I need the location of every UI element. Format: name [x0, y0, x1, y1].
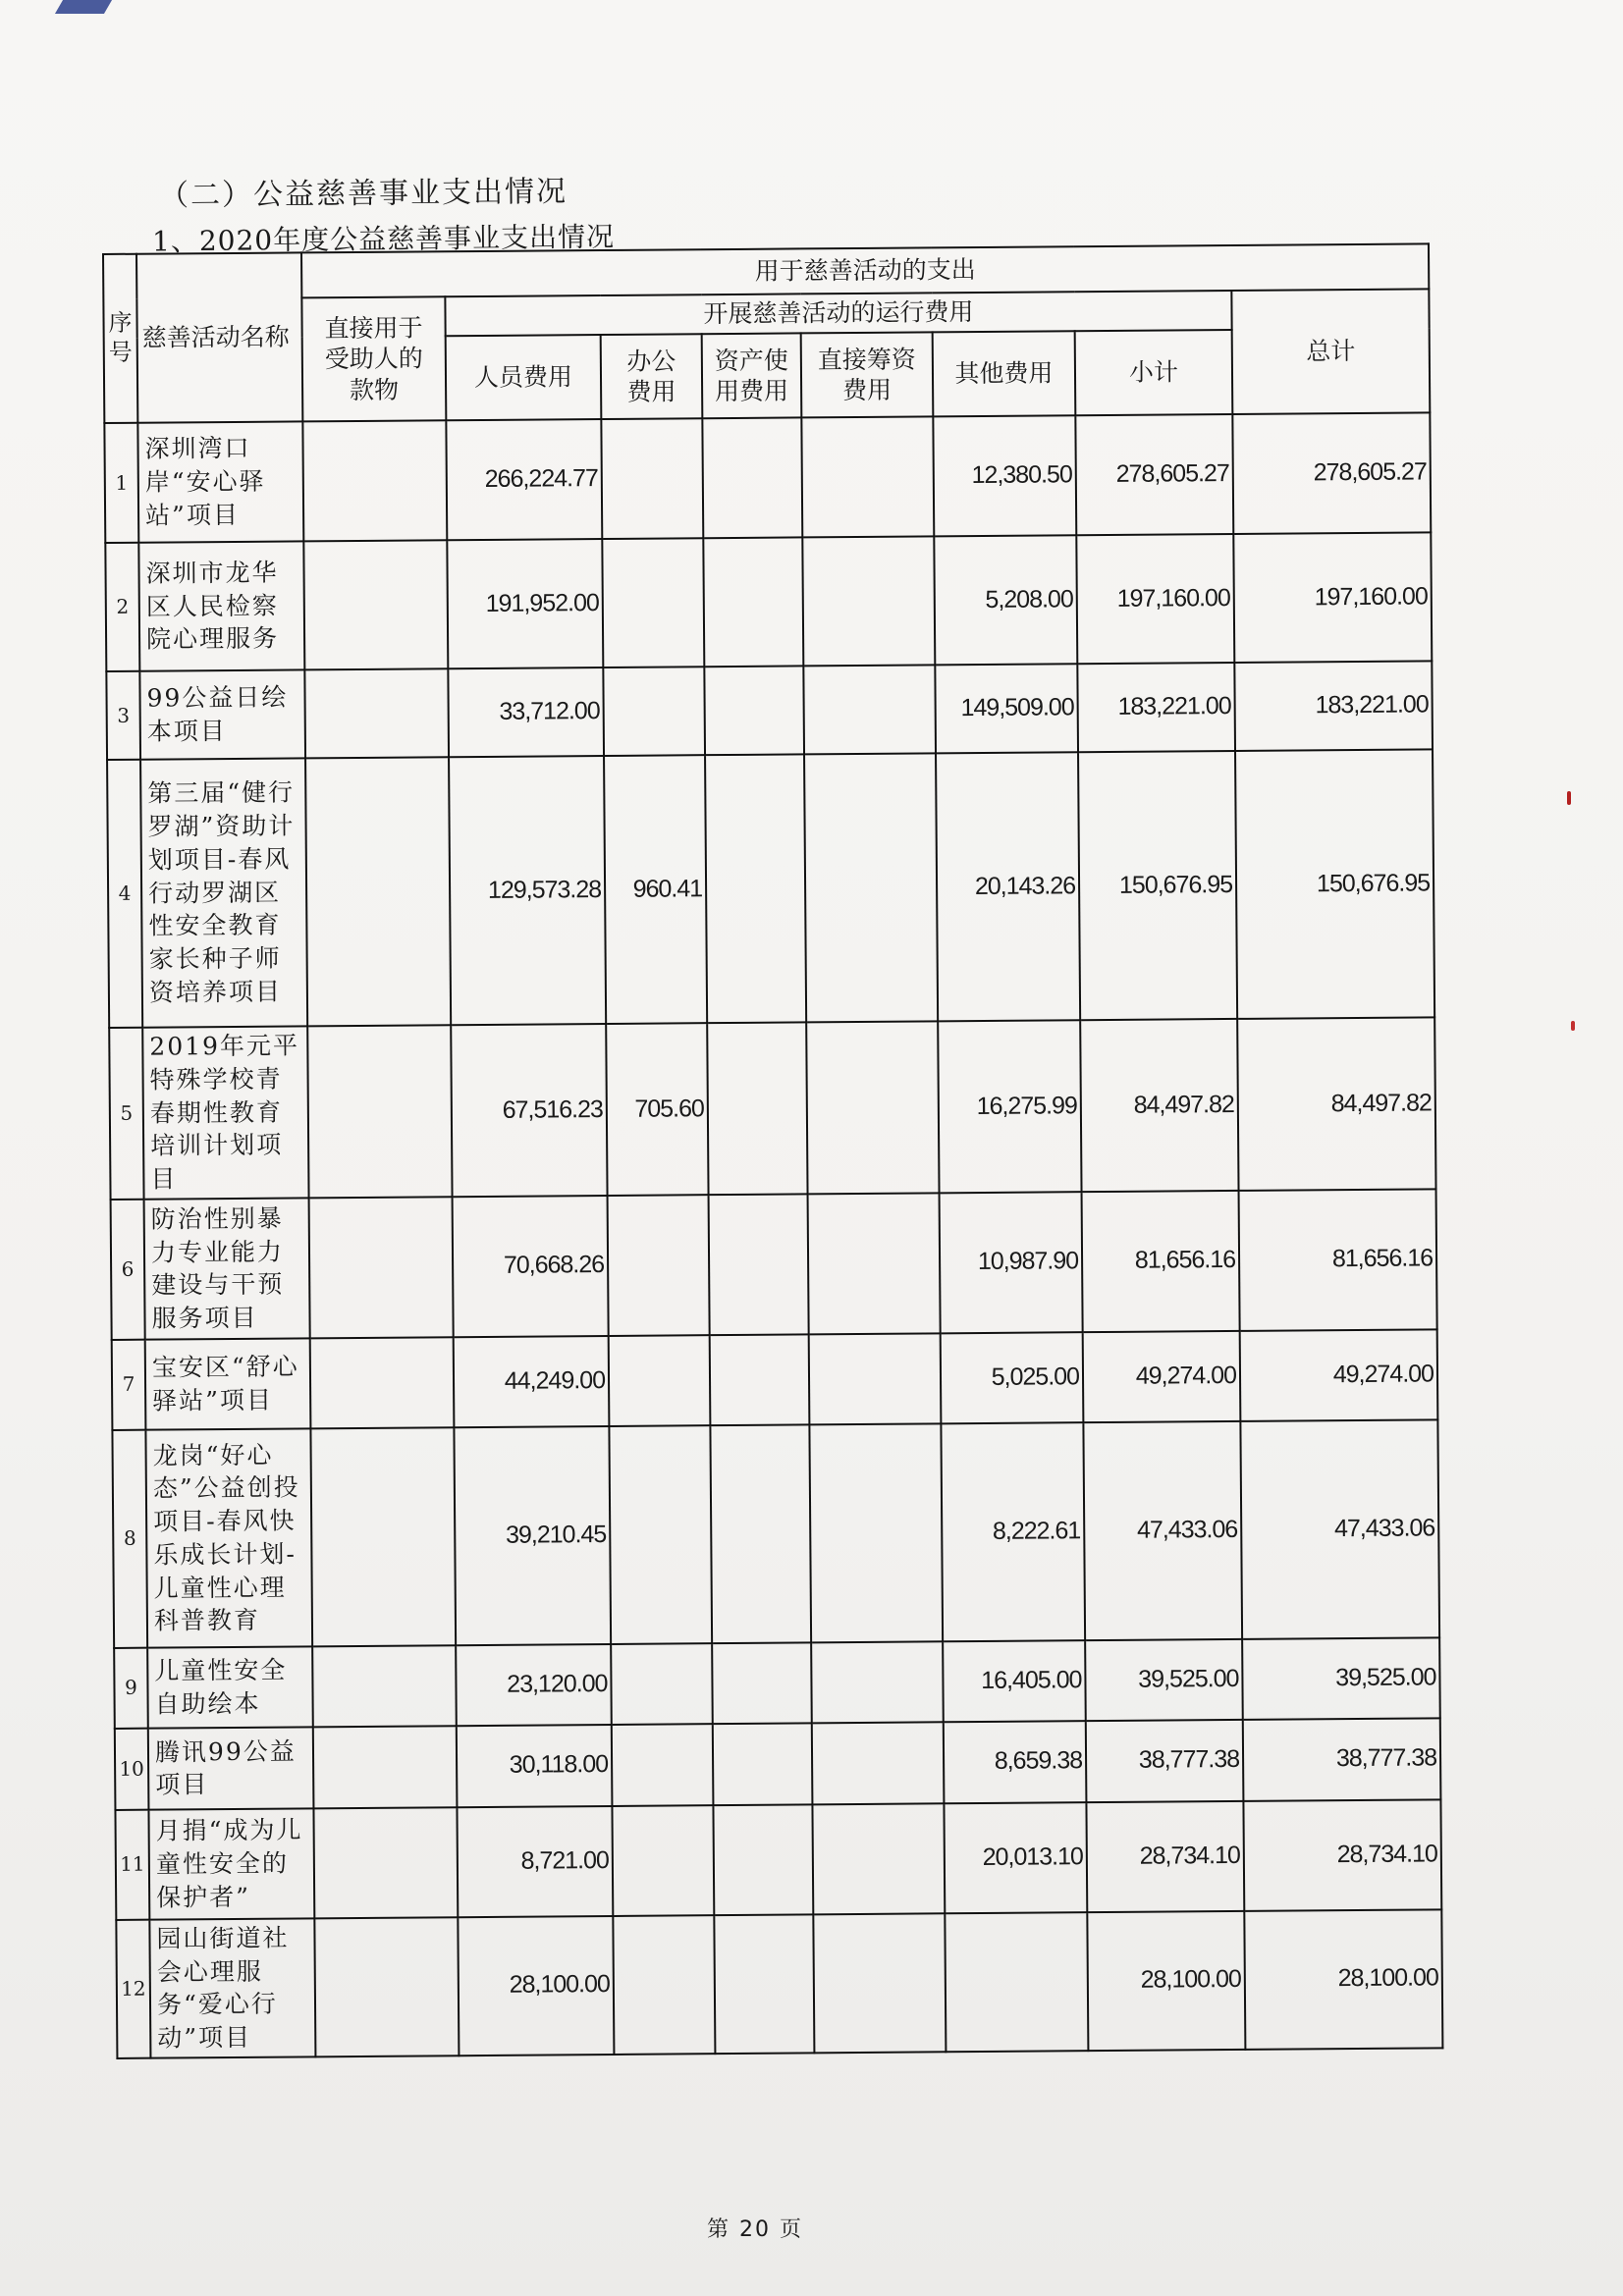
- cell-fundraise: [803, 665, 936, 754]
- cell-fundraise: [806, 1021, 939, 1194]
- cell-name: 第三届“健行罗湖”资助计划项目-春风行动罗湖区性安全教育家长种子师资培养项目: [140, 758, 307, 1027]
- cell-office: [601, 418, 703, 539]
- cell-asset: [705, 754, 806, 1023]
- cell-no: 8: [112, 1429, 147, 1647]
- table-row: [111, 1189, 1437, 1340]
- subsection-title: 1、2020年度公益慈善事业支出情况: [151, 220, 616, 258]
- scan-corner-mark: [55, 0, 112, 14]
- cell-direct: [314, 1917, 459, 2056]
- cell-staff: 8,721.00: [457, 1806, 613, 1917]
- cell-total: 28,100.00: [1244, 1909, 1442, 2050]
- cell-direct: [305, 757, 451, 1026]
- cell-direct: [303, 540, 448, 669]
- cell-no: 6: [111, 1199, 145, 1339]
- cell-name: 腾讯99公益项目: [148, 1727, 314, 1809]
- cell-asset: [707, 1022, 807, 1195]
- cell-direct: [309, 1197, 454, 1338]
- cell-other: 10,987.90: [940, 1192, 1083, 1333]
- cell-total: 49,274.00: [1240, 1329, 1438, 1421]
- cell-name: 99公益日绘本项目: [139, 669, 305, 759]
- cell-name: 月捐“成为儿童性安全的保护者”: [148, 1808, 314, 1919]
- cell-asset: [702, 417, 802, 538]
- cell-subtotal: 47,433.06: [1083, 1421, 1242, 1640]
- cell-office: [613, 1915, 715, 2055]
- cell-name: 防治性别暴力专业能力建设与干预服务项目: [144, 1198, 310, 1339]
- cell-fundraise: [812, 1722, 945, 1804]
- cell-subtotal: 49,274.00: [1083, 1331, 1241, 1422]
- cell-fundraise: [808, 1193, 941, 1334]
- table-row: [109, 1017, 1435, 1199]
- cell-no: 9: [114, 1647, 148, 1728]
- cell-other: 12,380.50: [933, 415, 1076, 536]
- cell-name: 龙岗“好心态”公益创投项目-春风快乐成长计划-儿童性心理科普教育: [145, 1428, 312, 1647]
- cell-no: 7: [112, 1339, 146, 1429]
- cell-no: 3: [106, 671, 140, 760]
- header-direct: 直接用于受助人的款物: [301, 296, 446, 421]
- table-row: [116, 1909, 1442, 2058]
- cell-no: 5: [109, 1028, 143, 1200]
- cell-other: 149,509.00: [935, 664, 1078, 753]
- cell-fundraise: [812, 1803, 945, 1914]
- cell-asset: [710, 1424, 811, 1643]
- cell-subtotal: 28,100.00: [1087, 1911, 1245, 2051]
- cell-office: [603, 667, 705, 756]
- header-name: 慈善活动名称: [136, 252, 302, 422]
- red-edge-mark: [1567, 791, 1571, 805]
- cell-total: 84,497.82: [1237, 1017, 1435, 1190]
- cell-subtotal: 197,160.00: [1076, 534, 1234, 664]
- cell-fundraise: [809, 1423, 943, 1642]
- header-top-group: 用于慈善活动的支出: [301, 243, 1429, 297]
- header-fundraise: 直接筹资费用: [801, 332, 934, 417]
- table-row: [104, 412, 1431, 543]
- cell-staff: 70,668.26: [453, 1196, 609, 1337]
- cell-no: 4: [107, 760, 142, 1028]
- cell-office: [608, 1195, 710, 1336]
- expenditure-table-wrapper: [102, 242, 1442, 2087]
- header-total: 总计: [1231, 289, 1430, 414]
- table-row: [112, 1419, 1439, 1648]
- cell-subtotal: 150,676.95: [1078, 751, 1237, 1020]
- cell-staff: 191,952.00: [447, 539, 603, 668]
- cell-asset: [709, 1194, 809, 1335]
- cell-subtotal: 84,497.82: [1080, 1019, 1238, 1192]
- cell-other: 5,208.00: [934, 535, 1077, 665]
- cell-staff: 33,712.00: [448, 667, 604, 757]
- cell-direct: [304, 668, 449, 758]
- cell-fundraise: [813, 1913, 946, 2053]
- cell-no: 2: [105, 543, 139, 671]
- cell-total: 183,221.00: [1234, 661, 1433, 751]
- cell-staff: 39,210.45: [454, 1426, 611, 1645]
- cell-other: 20,013.10: [944, 1802, 1087, 1913]
- cell-total: 28,734.10: [1243, 1799, 1441, 1911]
- header-office: 办公费用: [601, 334, 703, 419]
- header-subtotal: 小计: [1075, 330, 1233, 415]
- cell-direct: [313, 1726, 458, 1808]
- cell-staff: 67,516.23: [451, 1024, 607, 1197]
- cell-direct: [313, 1807, 458, 1918]
- cell-fundraise: [809, 1333, 942, 1424]
- cell-name: 宝安区“舒心驿站”项目: [145, 1338, 311, 1429]
- cell-asset: [713, 1723, 813, 1805]
- cell-direct: [302, 420, 447, 541]
- cell-staff: 28,100.00: [458, 1916, 614, 2056]
- cell-office: [609, 1335, 711, 1426]
- cell-staff: 30,118.00: [457, 1725, 613, 1807]
- header-seq: 序号: [103, 254, 137, 423]
- table-row: [112, 1329, 1438, 1430]
- red-edge-mark: [1571, 1021, 1575, 1031]
- page-number: 第 20 页: [707, 2217, 803, 2242]
- cell-total: 81,656.16: [1239, 1189, 1437, 1331]
- cell-office: [612, 1724, 714, 1806]
- cell-asset: [703, 537, 803, 667]
- cell-direct: [312, 1645, 457, 1727]
- cell-staff: 129,573.28: [449, 756, 606, 1025]
- cell-name: 儿童性安全自助绘本: [147, 1646, 313, 1728]
- cell-office: 960.41: [604, 755, 707, 1024]
- cell-other: 16,405.00: [943, 1640, 1086, 1722]
- cell-office: [609, 1425, 712, 1644]
- cell-fundraise: [804, 753, 938, 1022]
- cell-name: 深圳湾口岸“安心驿站”项目: [137, 421, 303, 542]
- cell-name: 2019年元平特殊学校青春期性教育培训计划项目: [142, 1026, 308, 1199]
- table-row: [115, 1799, 1441, 1920]
- header-staff: 人员费用: [446, 335, 602, 420]
- cell-other: [945, 1912, 1088, 2052]
- cell-subtotal: 183,221.00: [1077, 663, 1235, 752]
- cell-office: [602, 538, 704, 667]
- header-other: 其他费用: [933, 331, 1076, 416]
- cell-subtotal: 81,656.16: [1082, 1191, 1240, 1332]
- cell-staff: 266,224.77: [446, 419, 602, 540]
- table-row: [114, 1637, 1440, 1729]
- cell-direct: [310, 1337, 455, 1428]
- cell-direct: [307, 1025, 452, 1198]
- cell-office: 705.60: [606, 1023, 708, 1196]
- cell-other: 20,143.26: [936, 752, 1080, 1021]
- cell-subtotal: 28,734.10: [1086, 1801, 1244, 1912]
- cell-other: 5,025.00: [941, 1332, 1084, 1423]
- cell-total: 39,525.00: [1242, 1637, 1440, 1720]
- table-row: [107, 749, 1434, 1028]
- header-asset: 资产使用费用: [702, 333, 802, 418]
- cell-name: 园山街道社会心理服务“爱心行动”项目: [149, 1918, 315, 2057]
- cell-total: 197,160.00: [1233, 532, 1432, 663]
- cell-other: 8,222.61: [941, 1422, 1085, 1641]
- cell-asset: [710, 1334, 810, 1425]
- cell-staff: 23,120.00: [456, 1644, 612, 1726]
- cell-asset: [713, 1804, 813, 1915]
- cell-direct: [310, 1427, 456, 1646]
- table-row: [115, 1718, 1441, 1810]
- table-row: [106, 661, 1433, 760]
- cell-subtotal: 38,777.38: [1086, 1720, 1244, 1802]
- cell-office: [612, 1805, 714, 1916]
- cell-asset: [704, 666, 804, 755]
- cell-subtotal: 39,525.00: [1085, 1639, 1243, 1721]
- section-title: （二）公益慈善事业支出情况: [158, 174, 568, 214]
- table-row: [105, 532, 1432, 671]
- cell-asset: [714, 1914, 814, 2054]
- cell-other: 16,275.99: [938, 1020, 1081, 1193]
- cell-no: 12: [116, 1919, 150, 2057]
- cell-total: 150,676.95: [1235, 749, 1434, 1019]
- cell-asset: [712, 1642, 812, 1724]
- cell-subtotal: 278,605.27: [1075, 414, 1233, 535]
- cell-total: 47,433.06: [1240, 1419, 1439, 1639]
- header-run-group: 开展慈善活动的运行费用: [445, 291, 1231, 336]
- cell-other: 8,659.38: [944, 1721, 1087, 1803]
- cell-total: 278,605.27: [1232, 412, 1431, 534]
- cell-staff: 44,249.00: [454, 1336, 610, 1427]
- cell-fundraise: [811, 1641, 944, 1723]
- cell-office: [611, 1643, 713, 1725]
- cell-no: 10: [115, 1728, 149, 1809]
- cell-fundraise: [801, 416, 934, 537]
- cell-no: 1: [104, 423, 138, 543]
- expenditure-table: [102, 242, 1443, 2058]
- cell-total: 38,777.38: [1243, 1718, 1441, 1801]
- cell-name: 深圳市龙华区人民检察院心理服务: [138, 541, 304, 670]
- cell-no: 11: [115, 1809, 149, 1919]
- cell-fundraise: [802, 536, 935, 666]
